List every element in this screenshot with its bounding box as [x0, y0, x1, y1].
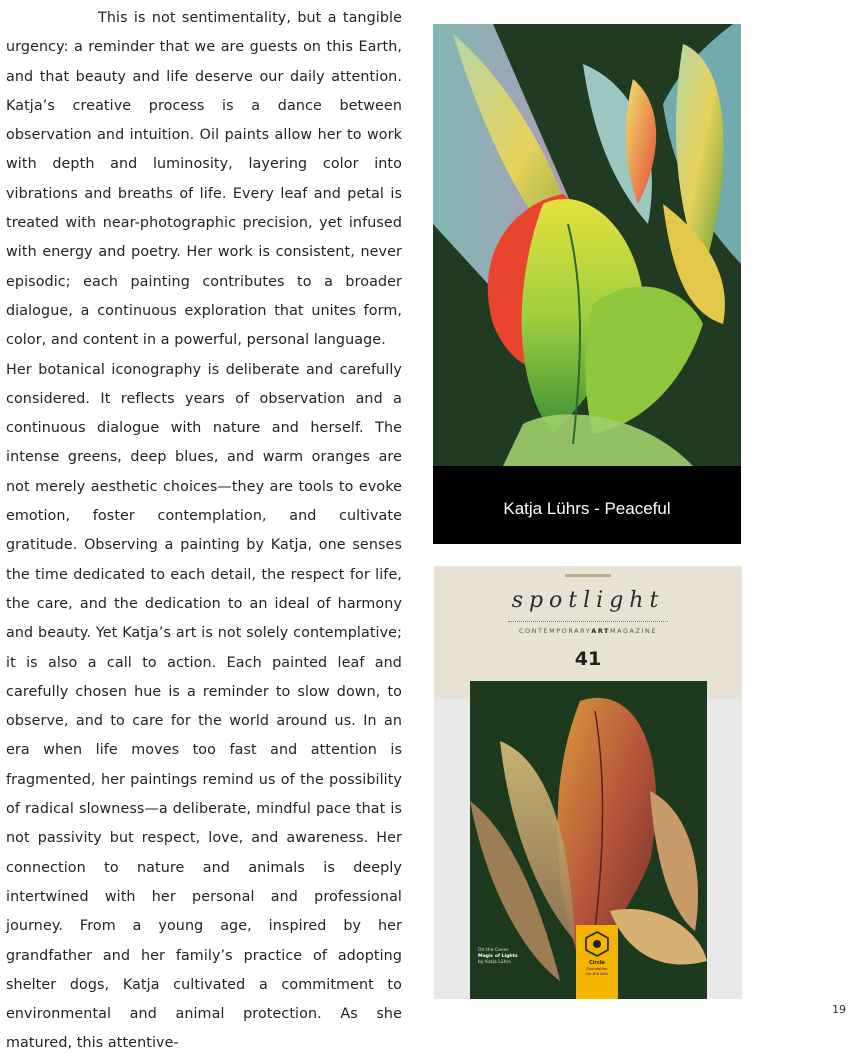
cover-divider [508, 621, 668, 622]
page-number: 19 [832, 1003, 846, 1016]
cover-accent-bar [565, 574, 611, 577]
badge-name: Circle [589, 960, 605, 966]
cover-issue-number: 41 [574, 648, 602, 670]
painting-caption: Katja Lührs - Peaceful [433, 466, 741, 544]
article-paragraph: Her botanical iconography is deliberate and carefully considered. It reflects years of observation and a continuous dialogue with nature and herself. The intense greens, deep blues, and warm oranges are not merely aesthetic choices—they are tools to evoke emotion, foster contemplation, and cultivate gratitude. Observing a painting by Katja, one senses the time dedicated to each detail, the respect for life, the care, and the dedication to an ideal of harmony and beauty. Yet Katja’s art is not solely contemplative; it is also a call to action. Each painted leaf and carefully chosen hue is a reminder to slow down, to observe, and to care for the world around us. In an era when life moves too fast and attention is fragmented, her paintings remind us of the possibility of radical slowness—a deliberate, mindful pace that is not passivity but respect, love, and awareness. Her connection to nature and animals is deeply intertwined with her personal and professional journey. From a young age, inspired by her grandfather and her family’s practice of adopting shelter dogs, Katja cultivated a commitment to environmental and animal protection. As she matured, this attentive- [6, 361, 402, 1052]
painting-canvas [433, 24, 741, 466]
article-body [6, 4, 402, 1059]
badge-org: Foundation for the Arts [586, 966, 608, 976]
cover-painting [470, 681, 707, 999]
cover-subtitle: CONTEMPORARYARTMAGAZINE [518, 627, 658, 635]
cover-masthead: spotlight [511, 588, 665, 613]
cover-badge [576, 925, 618, 999]
painting-image [433, 24, 741, 544]
magazine-cover [434, 566, 742, 999]
hexagon-logo-icon [585, 931, 609, 957]
cover-credit: On the Cover Magic of Lights by Katja Lührs [478, 948, 518, 965]
article-paragraph: This is not sentimentality, but a tangible urgency: a reminder that we are guests on this Earth, and that beauty and life deserve our daily attention. Katja’s creative process is a dance between observation and intuition. Oil paints allow her to work with depth and luminosity, layering color into vibrations and breaths of life. Every leaf and petal is treated with near-photographic precision, yet infused with energy and poetry. Her work is consistent, never episodic; each painting contributes to a broader dialogue, a continuous exploration that unites form, color, and content in a powerful, personal language. [6, 10, 402, 349]
